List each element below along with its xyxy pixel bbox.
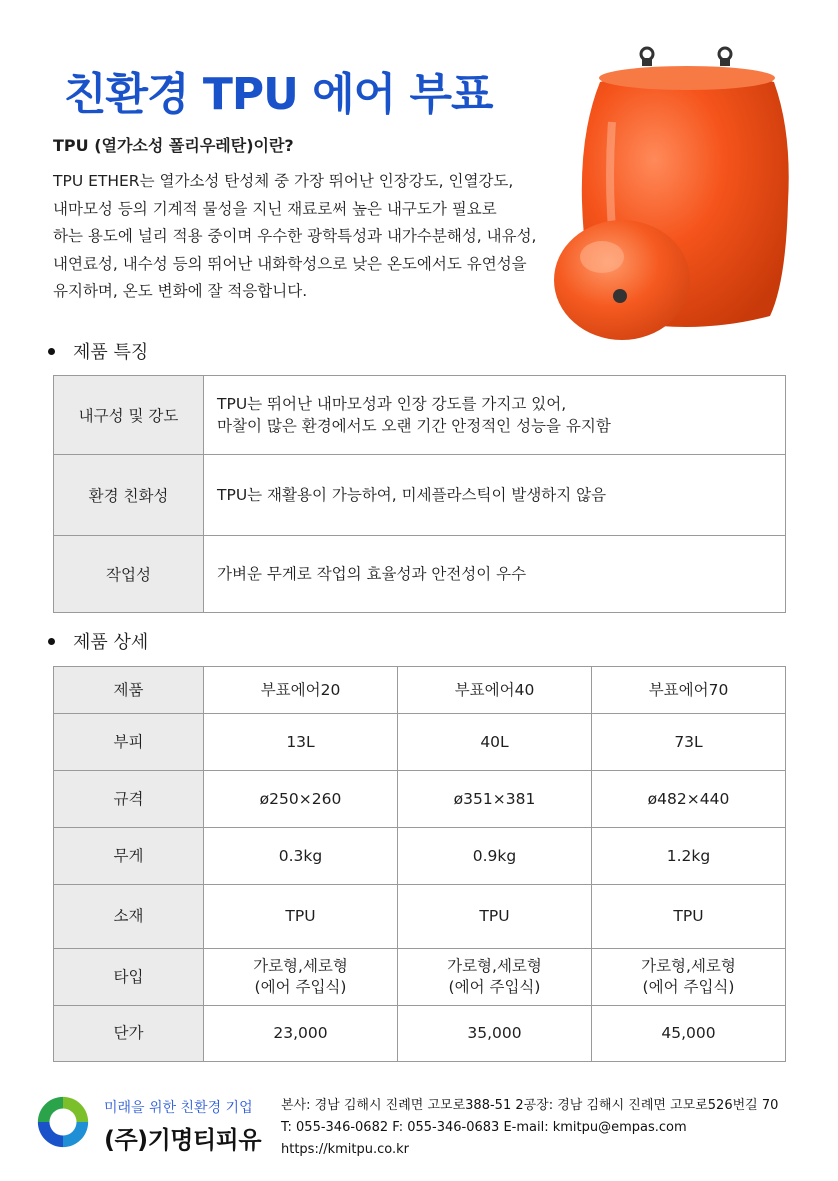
- intro-paragraph: [53, 168, 573, 306]
- bullet-icon: [48, 638, 55, 645]
- spec-cell: TPU: [204, 885, 398, 949]
- spec-cell: 40L: [398, 714, 592, 771]
- spec-cell: ø351×381: [398, 771, 592, 828]
- table-row: [54, 667, 786, 714]
- spec-key: 부피: [54, 714, 204, 771]
- table-row: [54, 1006, 786, 1062]
- spec-cell-line: 가로형,세로형: [641, 957, 736, 975]
- spec-cell: 부표에어40: [398, 667, 592, 714]
- website-link[interactable]: https://kmitpu.co.kr: [281, 1142, 410, 1157]
- specs-heading: [48, 628, 148, 654]
- company-logo-icon: [34, 1093, 92, 1151]
- spec-cell: 35,000: [398, 1006, 592, 1062]
- feature-value: [204, 455, 786, 536]
- feature-value: [204, 536, 786, 613]
- bullet-icon: [48, 348, 55, 355]
- feature-value-line: TPU는 뛰어난 내마모성과 인장 강도를 가지고 있어,: [217, 395, 567, 413]
- intro-line: 내연료성, 내수성 등의 뛰어난 내화학성으로 낮은 온도에서도 유연성을: [53, 254, 527, 273]
- page-title: 친환경 TPU 에어 부표: [64, 69, 493, 120]
- spec-cell-line: 가로형,세로형: [447, 957, 542, 975]
- spec-cell-line: (에어 주입식): [448, 978, 541, 996]
- features-heading-label: 제품 특징: [73, 342, 149, 363]
- spec-cell: 73L: [592, 714, 786, 771]
- table-row: [54, 376, 786, 455]
- spec-cell: [204, 949, 398, 1006]
- spec-key: 규격: [54, 771, 204, 828]
- spec-cell-line: (에어 주입식): [642, 978, 735, 996]
- spec-cell: [592, 949, 786, 1006]
- feature-value: [204, 376, 786, 455]
- spec-cell: 부표에어20: [204, 667, 398, 714]
- intro-line: 내마모성 등의 기계적 물성을 지닌 재료로써 높은 내구도가 필요로: [53, 199, 497, 218]
- spec-key: 타입: [54, 949, 204, 1006]
- contact-info: [281, 1095, 778, 1161]
- table-row: [54, 771, 786, 828]
- intro-line: 하는 용도에 널리 적용 중이며 우수한 광학특성과 내가수분해성, 내유성,: [53, 227, 537, 245]
- spec-cell: 0.3kg: [204, 828, 398, 885]
- company-name: (주)기명티피유: [104, 1126, 262, 1154]
- address-line: 본사: 경남 김해시 진례면 고모로388-51 2공장: 경남 김해시 진례면 고모로526번길 70: [281, 1098, 779, 1113]
- spec-cell-line: 가로형,세로형: [253, 957, 348, 975]
- company-slogan: 미래을 위한 친환경 기업: [104, 1100, 253, 1116]
- buoy-product-image: [552, 42, 792, 342]
- specs-heading-label: 제품 상세: [73, 632, 149, 653]
- spec-cell: 0.9kg: [398, 828, 592, 885]
- spec-cell: ø482×440: [592, 771, 786, 828]
- table-row: [54, 536, 786, 613]
- table-row: [54, 828, 786, 885]
- table-row: [54, 714, 786, 771]
- spec-cell: TPU: [592, 885, 786, 949]
- feature-value-line: TPU는 재활용이 가능하여, 미세플라스틱이 발생하지 않음: [217, 486, 607, 504]
- features-table: [53, 375, 786, 613]
- spec-cell: TPU: [398, 885, 592, 949]
- features-heading: [48, 338, 148, 364]
- spec-cell: 부표에어70: [592, 667, 786, 714]
- spec-cell: 45,000: [592, 1006, 786, 1062]
- feature-key: 내구성 및 강도: [54, 376, 204, 455]
- spec-key: 제품: [54, 667, 204, 714]
- spec-cell-line: (에어 주입식): [254, 978, 347, 996]
- intro-line: TPU ETHER는 열가소성 탄성체 중 가장 뛰어난 인장강도, 인열강도,: [53, 172, 514, 190]
- feature-key: 환경 친화성: [54, 455, 204, 536]
- spec-cell: 13L: [204, 714, 398, 771]
- feature-value-line: 가벼운 무게로 작업의 효율성과 안전성이 우수: [217, 565, 527, 583]
- table-row: [54, 455, 786, 536]
- spec-cell: 1.2kg: [592, 828, 786, 885]
- section-subtitle: TPU (열가소성 폴리우레탄)이란?: [53, 136, 294, 155]
- spec-key: 무게: [54, 828, 204, 885]
- table-row: [54, 949, 786, 1006]
- intro-line: 유지하며, 온도 변화에 잘 적응합니다.: [53, 282, 308, 300]
- spec-key: 단가: [54, 1006, 204, 1062]
- spec-cell: 23,000: [204, 1006, 398, 1062]
- specs-table: [53, 666, 786, 1062]
- spec-cell: [398, 949, 592, 1006]
- spec-key: 소재: [54, 885, 204, 949]
- spec-cell: ø250×260: [204, 771, 398, 828]
- feature-value-line: 마찰이 많은 환경에서도 오랜 기간 안정적인 성능을 유지함: [217, 417, 611, 435]
- phone-line: T: 055-346-0682 F: 055-346-0683 E-mail: kmitpu@empas.com: [281, 1120, 687, 1135]
- table-row: [54, 885, 786, 949]
- feature-key: 작업성: [54, 536, 204, 613]
